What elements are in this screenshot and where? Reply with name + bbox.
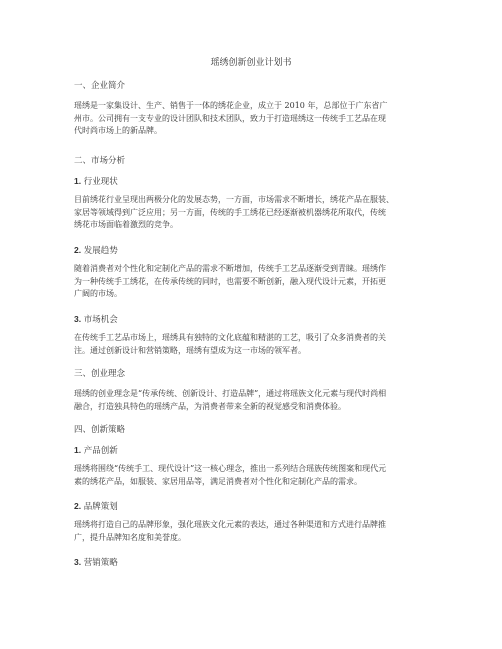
subsection-heading-brand-planning xyxy=(74,500,430,514)
paragraph-line: 随着消费者对个性化和定制化产品的需求不断增加，传统手工艺品逐渐受到青睐。瑶绣作 xyxy=(74,264,386,273)
paragraph-development-trend xyxy=(74,263,430,301)
section-heading-business-philosophy: 三、创业理念 xyxy=(74,369,126,379)
paragraph-line: 广阔的市场。 xyxy=(74,289,122,298)
subsection-title: 发展趋势 xyxy=(83,246,118,256)
subsection-number: 2. xyxy=(74,245,82,255)
paragraph-product-innovation xyxy=(74,463,430,488)
subsection-heading-development-trend xyxy=(74,244,430,258)
subsection-title: 营销策略 xyxy=(83,558,118,568)
paragraph-line: 融合，打造独具特色的瑶绣产品，为消费者带来全新的视觉感受和消费体验。 xyxy=(74,401,346,411)
subsection-heading-product-innovation xyxy=(74,444,430,458)
subsection-number: 1. xyxy=(74,176,82,186)
paragraph-brand-planning xyxy=(74,519,430,544)
paragraph-line: 瑶绣的创业理念是“传承传统、创新设计、打造品牌”，通过将瑶族文化元素与现代时尚相 xyxy=(74,389,387,398)
document-title: 瑶绣创新创业计划书 xyxy=(210,58,292,68)
subsection-title: 产品创新 xyxy=(83,446,118,456)
paragraph-line: 绣花市场面临着激烈的竞争。 xyxy=(74,220,178,229)
subsection-number: 1. xyxy=(74,445,82,455)
subsection-heading-marketing-strategy xyxy=(74,556,430,570)
paragraph-line: 广，提升品牌知名度和美誉度。 xyxy=(74,532,186,542)
paragraph-line: 州市。公司拥有一支专业的设计团队和技术团队，致力于打造瑶绣这一传统手工艺品在现 xyxy=(74,113,386,123)
section-heading-company-intro: 一、企业简介 xyxy=(74,81,126,91)
paragraph-line: 家居等领域得到广泛应用；另一方面，传统的手工绣花已经逐渐被机器绣花所取代，传统 xyxy=(74,207,386,217)
subsection-title: 市场机会 xyxy=(83,315,118,325)
paragraph-company-intro xyxy=(74,100,430,138)
paragraph-line: 注。通过创新设计和营销策略，瑶绣有望成为这一市场的领军者。 xyxy=(74,345,306,355)
section-heading-market-analysis: 二、市场分析 xyxy=(74,156,126,166)
paragraph-line: 在传统手工艺品市场上，瑶绣具有独特的文化底蕴和精湛的工艺，吸引了众多消费者的关 xyxy=(74,333,386,342)
paragraph-line: 瑶绣是一家集设计、生产、销售于一体的绣花企业，成立于 2010 年，总部位于广东省广 xyxy=(74,101,388,110)
subsection-title: 品牌策划 xyxy=(83,502,118,512)
subsection-number: 2. xyxy=(74,501,82,511)
paragraph-line: 目前绣花行业呈现出两极分化的发展态势，一方面，市场需求不断增长，绣花产品在服装、 xyxy=(74,195,394,204)
paragraph-line: 瑶绣将围绕“传统手工、现代设计”这一核心理念，推出一系列结合瑶族传统图案和现代元 xyxy=(74,464,387,473)
subsection-number: 3. xyxy=(74,557,82,567)
subsection-heading-industry-status xyxy=(74,175,430,189)
paragraph-line: 素的绣花产品，如服装、家居用品等，满足消费者对个性化和定制化产品的需求。 xyxy=(74,476,362,486)
subsection-heading-market-opportunity xyxy=(74,313,430,327)
paragraph-industry-status xyxy=(74,194,430,232)
paragraph-business-philosophy xyxy=(74,388,430,413)
section-heading-innovation-strategy: 四、创新策略 xyxy=(74,425,126,435)
subsection-title: 行业现状 xyxy=(83,177,118,187)
subsection-number: 3. xyxy=(74,314,82,324)
paragraph-market-opportunity xyxy=(74,332,430,357)
paragraph-line: 瑶绣将打造自己的品牌形象，强化瑶族文化元素的表达，通过各种渠道和方式进行品牌推 xyxy=(74,520,386,529)
paragraph-line: 为一种传统手工绣花，在传承传统的同时，也需要不断创新，融入现代设计元素，开拓更 xyxy=(74,276,386,286)
paragraph-line: 代时尚市场上的新品牌。 xyxy=(74,126,162,135)
